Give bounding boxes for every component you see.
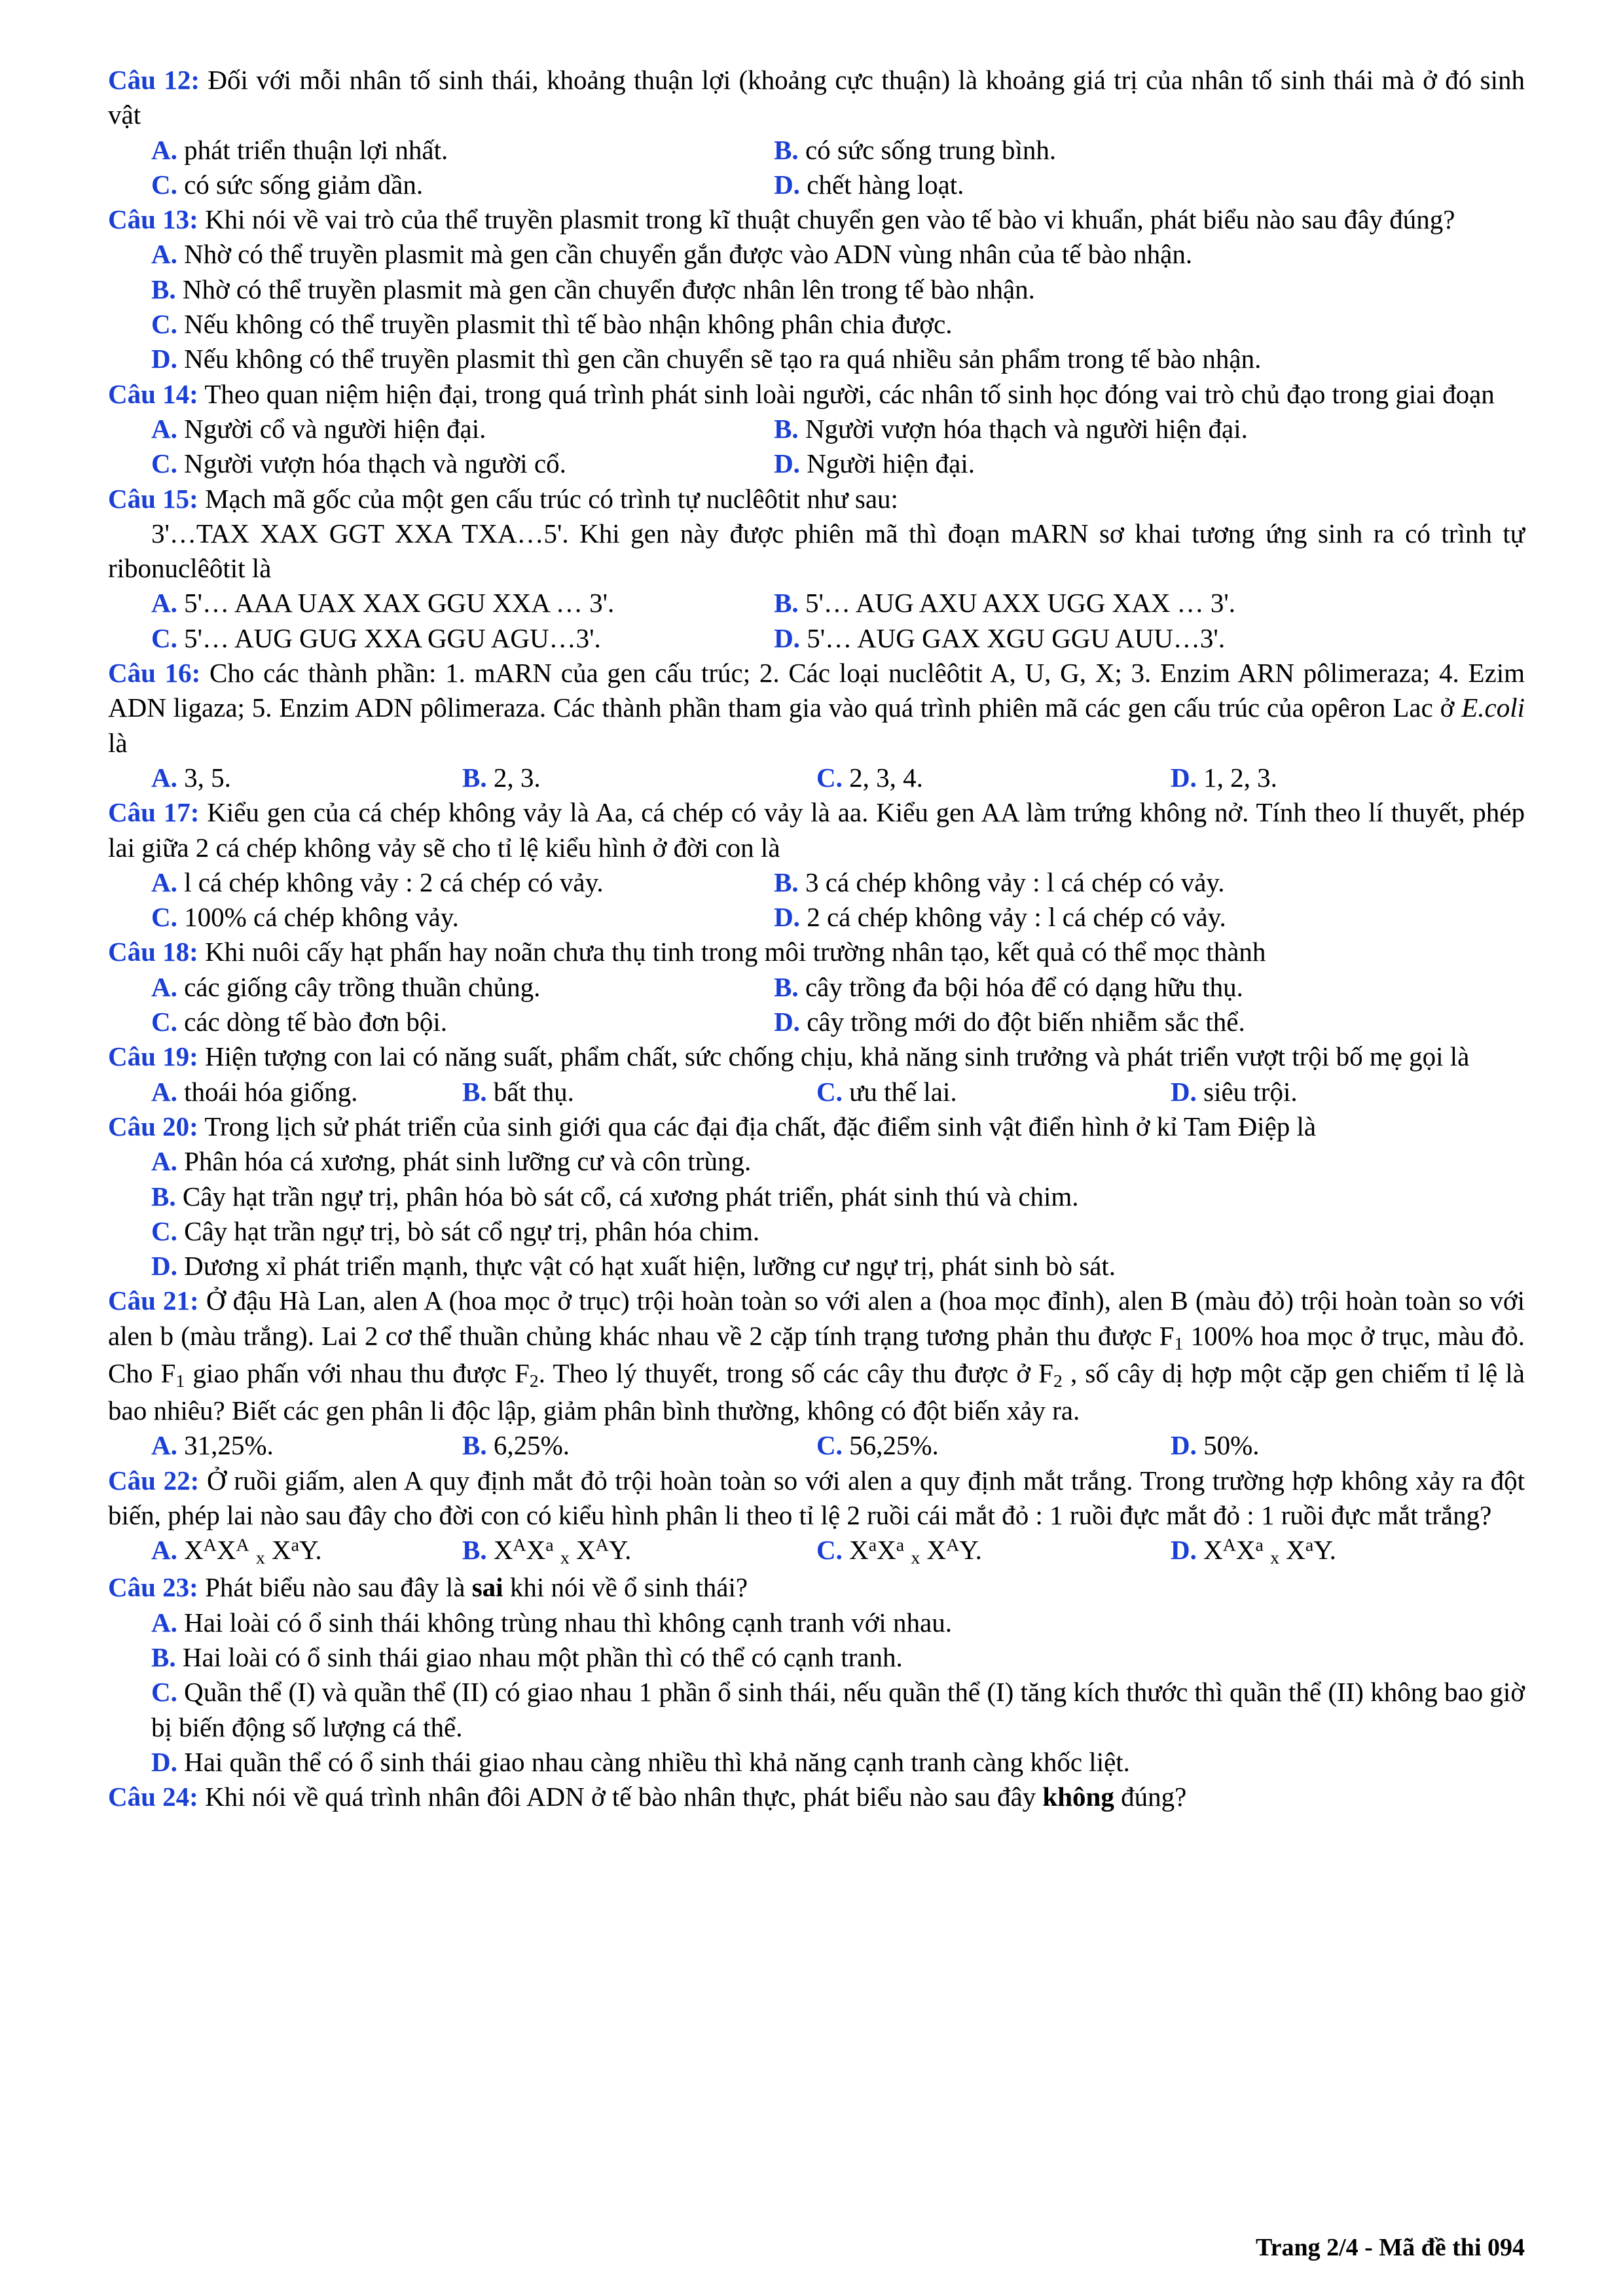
option-row <box>108 761 1525 795</box>
option-row <box>108 1428 1525 1463</box>
option-c-16[interactable] <box>816 761 1171 795</box>
option-text: 5'… AUG GAX XGU GGU AUU…3'. <box>799 622 1226 653</box>
question-block-17 <box>108 795 1525 935</box>
option-text: 100% cá chép không vảy. <box>177 902 459 933</box>
option-text: các dòng tế bào đơn bội. <box>177 1007 448 1037</box>
question-label-20: Câu 20: <box>108 1111 198 1141</box>
option-label: C. <box>151 309 177 340</box>
option-d-18[interactable] <box>774 1005 1525 1039</box>
question-stem-text-22: Ở ruồi giấm, alen A quy định mắt đỏ trội hoàn toàn so với alen a quy định mắt trắng. Trong trường hợp không xảy ra đột biến, phép lai nào sau đây cho đời con có kiểu hình phân li theo tỉ lệ 2 ruồi cái mắt đỏ : 1 ruồi đực mắt đỏ : 1 ruồi đực mắt trắng? <box>108 1465 1525 1530</box>
option-label: C. <box>151 448 177 479</box>
question-label-19: Câu 19: <box>108 1041 198 1072</box>
question-stem-21 <box>108 1283 1525 1428</box>
question-block-20 <box>108 1109 1525 1283</box>
option-label: C. <box>151 1215 177 1246</box>
option-d-12[interactable] <box>774 168 1525 202</box>
option-a-19[interactable] <box>108 1075 462 1109</box>
option-row <box>108 970 1525 1005</box>
option-text: Hai loài có ổ sinh thái giao nhau một phần thì có thể có cạnh tranh. <box>175 1642 903 1673</box>
option-text: Cây hạt trần ngự trị, bò sát cổ ngự trị, phân hóa chim. <box>177 1215 760 1246</box>
option-c-17[interactable] <box>108 900 774 935</box>
option-a-23[interactable] <box>108 1605 1525 1640</box>
option-label: C. <box>151 622 177 653</box>
question-stem-text-21: Ở đậu Hà Lan, alen A (hoa mọc ở trục) trội hoàn toàn so với alen a (hoa mọc đỉnh), alen B (màu đỏ) trội hoàn toàn so với alen b (màu trắng). Lai 2 cơ thể thuần chủng khác nhau về 2 cặp tính trạng tương phản thu được $F_1$ 100% hoa mọc ở trục, màu đỏ. Cho $F_1$ giao phấn với nhau thu được $F_2$. Theo lý thuyết, trong số các cây thu được ở $F_2$ , số cây dị hợp một cặp gen chiếm tỉ lệ là bao nhiêu? Biết các gen phân li độc lập, giảm phân bình thường, không có đột biến xảy ra. <box>108 1285 1525 1426</box>
option-text: 5'… AUG GUG XXA GGU AGU…3'. <box>177 622 601 653</box>
option-label: D. <box>1171 1535 1197 1566</box>
option-label: D. <box>151 1746 177 1777</box>
question-stem-22 <box>108 1463 1525 1534</box>
option-label: C. <box>816 1076 843 1107</box>
option-text: 2, 3, 4. <box>842 762 923 793</box>
question-block-22 <box>108 1463 1525 1571</box>
question-stem-12 <box>108 63 1525 133</box>
option-label: A. <box>151 1607 177 1638</box>
option-label: B. <box>462 1430 487 1461</box>
option-text: Nhờ có thể truyền plasmit mà gen cần chuyển gắn được vào ADN vùng nhân của tế bào nhận. <box>177 239 1193 270</box>
option-b-22[interactable] <box>462 1533 816 1570</box>
option-text: thoái hóa giống. <box>177 1076 358 1107</box>
option-row <box>108 1075 1525 1109</box>
option-label: C. <box>816 1430 843 1461</box>
option-text: ưu thế lai. <box>842 1076 957 1107</box>
question-label-15: Câu 15: <box>108 483 198 514</box>
question-stem-text-15: Mạch mã gốc của một gen cấu trúc có trình tự nuclêôtit như sau: <box>198 483 898 514</box>
question-stem-15-line2: 3'…TAX XAX GGT XXA TXA…5'. Khi gen này được phiên mã thì đoạn mARN sơ khai tương ứng sinh ra có trình tự ribonuclêôtit là <box>108 518 1525 584</box>
option-label: C. <box>151 1677 177 1708</box>
option-c-23[interactable] <box>108 1675 1525 1745</box>
option-b-17[interactable] <box>774 865 1525 900</box>
option-text: $X^AX^a$ $_x$ $X^aY$. <box>1196 1535 1336 1569</box>
option-label: A. <box>151 867 177 897</box>
option-a-12[interactable] <box>108 133 774 168</box>
option-b-14[interactable] <box>774 412 1525 446</box>
question-stem-23 <box>108 1570 1525 1605</box>
option-text: có sức sống trung bình. <box>798 134 1057 165</box>
option-row <box>108 621 1525 656</box>
option-b-12[interactable] <box>774 133 1525 168</box>
option-label: D. <box>1171 1076 1197 1107</box>
question-stem-text-16b: là <box>108 727 128 758</box>
question-stem-text-20: Trong lịch sử phát triển của sinh giới qua các đại địa chất, đặc điểm sinh vật điển hình ở kỉ Tam Điệp là <box>198 1111 1317 1141</box>
option-d-16[interactable] <box>1171 761 1525 795</box>
question-block-14 <box>108 377 1525 482</box>
question-stem-19 <box>108 1039 1525 1074</box>
question-block-15 <box>108 482 1525 656</box>
option-label: C. <box>151 902 177 933</box>
option-text: 2, 3. <box>486 762 541 793</box>
option-c-22[interactable] <box>816 1533 1171 1570</box>
question-block-19 <box>108 1039 1525 1109</box>
question-label-22: Câu 22: <box>108 1465 200 1496</box>
option-b-19[interactable] <box>462 1075 816 1109</box>
option-label: B. <box>462 762 487 793</box>
option-d-13[interactable] <box>108 342 1525 376</box>
question-stem-text-24: Khi nói về quá trình nhân đôi ADN ở tế bào nhân thực, phát biểu nào sau đây không đúng? <box>198 1782 1187 1812</box>
question-label-24: Câu 24: <box>108 1782 198 1812</box>
option-label: C. <box>816 762 843 793</box>
option-text: Hai loài có ổ sinh thái không trùng nhau thì không cạnh tranh với nhau. <box>177 1607 952 1638</box>
option-text: Nếu không có thể truyền plasmit thì gen cần chuyển sẽ tạo ra quá nhiều sản phẩm trong tế bào nhận. <box>177 344 1262 374</box>
option-label: B. <box>462 1535 487 1566</box>
option-c-15[interactable] <box>108 621 774 656</box>
option-text: 31,25%. <box>177 1430 274 1461</box>
option-text: cây trồng đa bội hóa để có dạng hữu thụ. <box>798 971 1243 1002</box>
question-stem-text-17: Kiểu gen của cá chép không vảy là Aa, cá chép có vảy là aa. Kiểu gen AA làm trứng không nở. Tính theo lí thuyết, phép lai giữa 2 cá chép không vảy sẽ cho tỉ lệ kiểu hình ở đời con là <box>108 797 1525 863</box>
option-text: bất thụ. <box>486 1076 574 1107</box>
option-text: Cây hạt trần ngự trị, phân hóa bò sát cổ, cá xương phát triển, phát sinh thú và chim. <box>175 1181 1079 1211</box>
question-stem-text-12: Đối với mỗi nhân tố sinh thái, khoảng thuận lợi (khoảng cực thuận) là khoảng giá trị của nhân tố sinh thái mà ở đó sinh vật <box>108 65 1525 130</box>
option-c-21[interactable] <box>816 1428 1171 1463</box>
question-label-23: Câu 23: <box>108 1572 198 1603</box>
question-label-17: Câu 17: <box>108 797 200 828</box>
question-block-13 <box>108 202 1525 376</box>
option-row <box>108 1005 1525 1039</box>
question-stem-14 <box>108 377 1525 412</box>
question-block-23 <box>108 1570 1525 1780</box>
option-text: 56,25%. <box>842 1430 939 1461</box>
question-block-18 <box>108 935 1525 1039</box>
option-label: B. <box>774 867 799 897</box>
option-d-23[interactable] <box>108 1745 1525 1780</box>
option-label: B. <box>774 588 799 619</box>
option-label: D. <box>774 1007 800 1037</box>
species-name: E.coli <box>1461 692 1525 723</box>
question-label-21: Câu 21: <box>108 1285 199 1316</box>
option-text: 3, 5. <box>177 762 231 793</box>
option-c-20[interactable] <box>108 1214 1525 1249</box>
option-c-18[interactable] <box>108 1005 774 1039</box>
option-text: 3 cá chép không vảy : l cá chép có vảy. <box>798 867 1225 897</box>
option-label: B. <box>774 413 799 444</box>
option-text: cây trồng mới do đột biến nhiễm sắc thể. <box>799 1007 1245 1037</box>
option-label: D. <box>1171 1430 1197 1461</box>
question-stem-20 <box>108 1109 1525 1144</box>
option-text: siêu trội. <box>1196 1076 1298 1107</box>
question-stem-13 <box>108 202 1525 237</box>
option-d-15[interactable] <box>774 621 1525 656</box>
option-d-22[interactable] <box>1171 1533 1525 1570</box>
option-d-20[interactable] <box>108 1249 1525 1283</box>
option-a-13[interactable] <box>108 237 1525 272</box>
option-label: D. <box>774 902 800 933</box>
option-text: Người hiện đại. <box>799 448 976 479</box>
option-text: Người cổ và người hiện đại. <box>177 413 486 444</box>
question-stem-text-23: Phát biểu nào sau đây là sai khi nói về ổ sinh thái? <box>198 1572 748 1603</box>
question-label-12: Câu 12: <box>108 65 200 95</box>
option-d-14[interactable] <box>774 446 1525 481</box>
option-text: chết hàng loạt. <box>799 169 964 200</box>
question-stem-18 <box>108 935 1525 969</box>
option-c-19[interactable] <box>816 1075 1171 1109</box>
option-label: A. <box>151 588 177 619</box>
option-d-17[interactable] <box>774 900 1525 935</box>
option-label: A. <box>151 239 177 270</box>
question-label-14: Câu 14: <box>108 378 198 409</box>
option-a-22[interactable] <box>108 1533 462 1570</box>
question-label-13: Câu 13: <box>108 204 198 235</box>
option-a-15[interactable] <box>108 586 774 620</box>
question-stem-text-14: Theo quan niệm hiện đại, trong quá trình phát sinh loài người, các nhân tố sinh học đóng vai trò chủ đạo trong giai đoạn <box>198 378 1495 409</box>
option-label: D. <box>151 344 177 374</box>
option-a-20[interactable] <box>108 1144 1525 1179</box>
option-b-18[interactable] <box>774 970 1525 1005</box>
option-label: D. <box>774 622 800 653</box>
option-label: B. <box>774 134 799 165</box>
question-stem-text-13: Khi nói về vai trò của thể truyền plasmit trong kĩ thuật chuyển gen vào tế bào vi khuẩn, phát biểu nào sau đây đúng? <box>198 204 1455 235</box>
option-text: Quần thể (I) và quần thể (II) có giao nhau 1 phần ổ sinh thái, nếu quần thể (I) tăng kích thước thì quần thể (II) không bao giờ bị biến động số lượng cá thể. <box>151 1677 1525 1742</box>
question-block-24 <box>108 1780 1525 1814</box>
option-b-21[interactable] <box>462 1428 816 1463</box>
option-text: 6,25%. <box>486 1430 570 1461</box>
option-label: A. <box>151 762 177 793</box>
option-c-12[interactable] <box>108 168 774 202</box>
option-row <box>108 446 1525 481</box>
option-text: Nhờ có thể truyền plasmit mà gen cần chuyển được nhân lên trong tế bào nhận. <box>175 274 1035 304</box>
option-text: 2 cá chép không vảy : l cá chép có vảy. <box>799 902 1226 933</box>
option-c-14[interactable] <box>108 446 774 481</box>
option-text: Người vượn hóa thạch và người hiện đại. <box>798 413 1248 444</box>
question-stem-15 <box>108 482 1525 516</box>
option-label: D. <box>774 448 800 479</box>
option-d-19[interactable] <box>1171 1075 1525 1109</box>
question-block-16 <box>108 656 1525 795</box>
option-a-18[interactable] <box>108 970 774 1005</box>
option-label: B. <box>774 971 799 1002</box>
question-stem-16 <box>108 656 1525 761</box>
option-label: A. <box>151 134 177 165</box>
option-text: các giống cây trồng thuần chủng. <box>177 971 541 1002</box>
option-label: A. <box>151 1430 177 1461</box>
option-row <box>108 1533 1525 1570</box>
option-row <box>108 412 1525 446</box>
option-label: D. <box>774 169 800 200</box>
option-row <box>108 865 1525 900</box>
option-a-14[interactable] <box>108 412 774 446</box>
option-label: A. <box>151 971 177 1002</box>
option-label: D. <box>151 1251 177 1282</box>
option-text: $X^aX^a$ $_x$ $X^AY$. <box>842 1535 982 1569</box>
option-label: C. <box>151 1007 177 1037</box>
question-stem-text-16a: Cho các thành phần: 1. mARN của gen cấu trúc; 2. Các loại nuclêôtit A, U, G, X; 3. Enzim ARN pôlimeraza; 4. Ezim ADN ligaza; 5. Enzim ADN pôlimeraza. Các thành phần tham gia vào quá trình phiên mã các gen cấu trúc của opêron Lac ở <box>108 658 1525 723</box>
question-stem-24 <box>108 1780 1525 1814</box>
option-row <box>108 133 1525 168</box>
option-text: 5'… AUG AXU AXX UGG XAX … 3'. <box>798 588 1236 619</box>
question-stem-text-19: Hiện tượng con lai có năng suất, phẩm chất, sức chống chịu, khả năng sinh trưởng và phát triển vượt trội bố mẹ gọi là <box>198 1041 1470 1072</box>
option-text: Hai quần thể có ổ sinh thái giao nhau càng nhiều thì khả năng cạnh tranh càng khốc liệt. <box>177 1746 1130 1777</box>
option-text: 5'… AAA UAX XAX GGU XXA … 3'. <box>177 588 615 619</box>
option-b-16[interactable] <box>462 761 816 795</box>
question-block-12 <box>108 63 1525 202</box>
option-label: B. <box>151 1181 176 1211</box>
option-a-21[interactable] <box>108 1428 462 1463</box>
option-b-20[interactable] <box>108 1179 1525 1214</box>
option-a-17[interactable] <box>108 865 774 900</box>
option-b-15[interactable] <box>774 586 1525 620</box>
option-text: phát triển thuận lợi nhất. <box>177 134 448 165</box>
option-row <box>108 168 1525 202</box>
question-stem-17 <box>108 795 1525 865</box>
option-text: 50%. <box>1196 1430 1260 1461</box>
option-label: A. <box>151 413 177 444</box>
option-text: Nếu không có thể truyền plasmit thì tế bào nhận không phân chia được. <box>177 309 953 340</box>
option-label: A. <box>151 1076 177 1107</box>
option-label: C. <box>151 169 177 200</box>
option-text: Người vượn hóa thạch và người cổ. <box>177 448 566 479</box>
option-b-23[interactable] <box>108 1640 1525 1675</box>
option-row <box>108 900 1525 935</box>
question-label-18: Câu 18: <box>108 937 198 967</box>
option-label: A. <box>151 1146 177 1177</box>
question-stem-text-18: Khi nuôi cấy hạt phấn hay noãn chưa thụ tinh trong môi trường nhân tạo, kết quả có thể mọc thành <box>198 937 1266 967</box>
option-text: $X^AX^A$ $_x$ $X^aY$. <box>177 1535 322 1569</box>
option-text: l cá chép không vảy : 2 cá chép có vảy. <box>177 867 604 897</box>
question-label-16: Câu 16: <box>108 658 201 689</box>
option-text: Dương xỉ phát triển mạnh, thực vật có hạt xuất hiện, lưỡng cư ngự trị, phát sinh bò sát. <box>177 1251 1116 1282</box>
option-a-16[interactable] <box>108 761 462 795</box>
option-text: $X^AX^a$ $_x$ $X^AY$. <box>486 1535 632 1569</box>
option-b-13[interactable] <box>108 272 1525 307</box>
option-label: B. <box>151 1642 176 1673</box>
option-c-13[interactable] <box>108 307 1525 342</box>
question-block-21 <box>108 1283 1525 1463</box>
option-d-21[interactable] <box>1171 1428 1525 1463</box>
option-label: D. <box>1171 762 1197 793</box>
option-label: B. <box>151 274 176 304</box>
option-label: A. <box>151 1535 177 1566</box>
option-row <box>108 586 1525 620</box>
option-text: Phân hóa cá xương, phát sinh lưỡng cư và côn trùng. <box>177 1146 752 1177</box>
page-footer: Trang 2/4 - Mã đề thi 094 <box>1256 2234 1525 2261</box>
option-text: 1, 2, 3. <box>1196 762 1277 793</box>
option-text: có sức sống giảm dần. <box>177 169 424 200</box>
option-label: C. <box>816 1535 843 1566</box>
option-label: B. <box>462 1076 487 1107</box>
